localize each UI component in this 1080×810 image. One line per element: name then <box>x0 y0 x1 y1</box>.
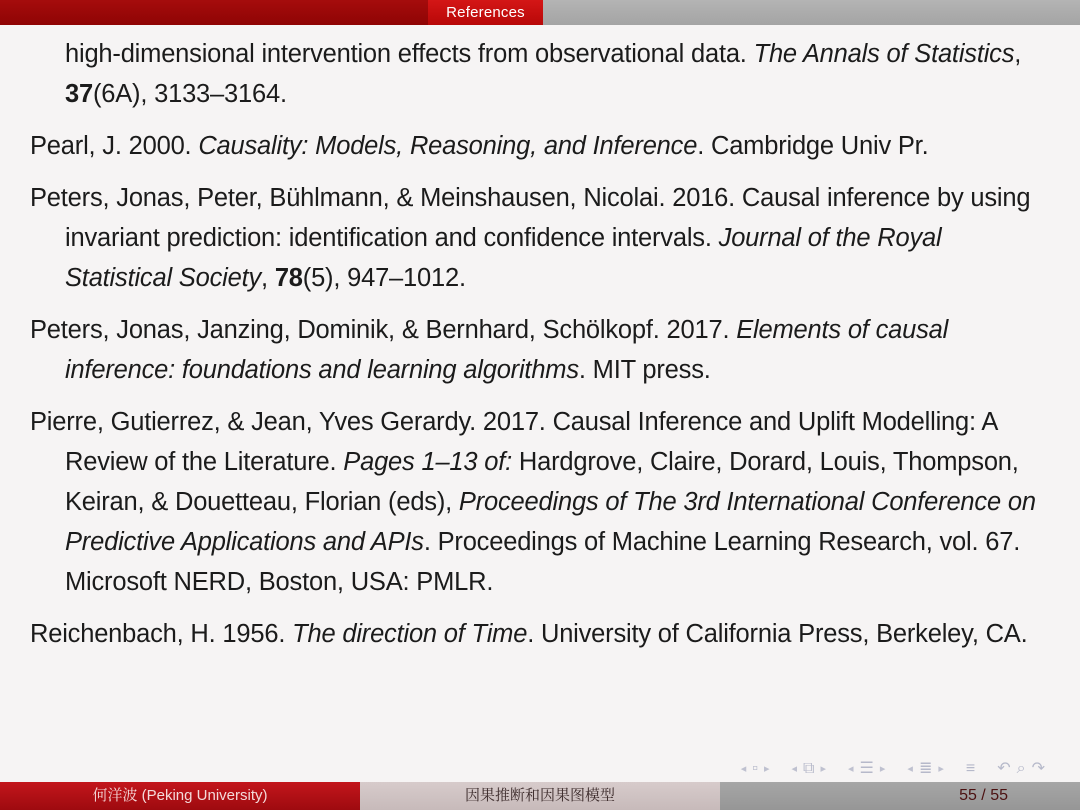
nav-slide-icon[interactable]: ▫ <box>752 760 758 777</box>
references-list <box>0 25 1080 782</box>
nav-symbol-group <box>738 761 773 777</box>
footer-author: 何洋波 (Peking University) <box>0 782 360 810</box>
nav-subsection-next-icon[interactable]: ▸ <box>879 763 886 775</box>
beamer-navigation-symbols <box>722 761 1048 777</box>
reference-text-segment: high-dimensional intervention effects from observational data. <box>65 40 754 68</box>
nav-back-icon[interactable]: ↶ <box>997 760 1011 777</box>
footer-presentation-title: 因果推断和因果图模型 <box>360 782 720 810</box>
reference-entry <box>30 310 1048 390</box>
nav-frame-prev-icon[interactable]: ◂ <box>791 763 798 775</box>
nav-symbol-group <box>963 761 978 777</box>
section-indicator-references[interactable]: References <box>428 0 543 25</box>
reference-text-segment: Pearl, J. 2000. <box>30 132 199 160</box>
nav-slide-next-icon[interactable]: ▸ <box>763 763 770 775</box>
reference-entry <box>30 614 1048 654</box>
nav-frame-next-icon[interactable]: ▸ <box>820 763 826 775</box>
reference-text-segment: Peters, Jonas, Janzing, Dominik, & Bernhard, Schölkopf. 2017. <box>30 316 737 344</box>
topbar-right-fill <box>543 0 1080 25</box>
nav-subsection-icon[interactable]: ☰ <box>859 760 874 777</box>
reference-text-segment: Peters, Jonas, Peter, Bühlmann, & Meinshausen, Nicolai. 2016. Causal inference by using invariant prediction: identification and confidence intervals. <box>30 184 1031 252</box>
reference-text-segment: 78 <box>274 264 303 292</box>
reference-entry <box>30 34 1048 114</box>
reference-text-segment: (6A), 3133–3164. <box>92 80 287 108</box>
reference-text-segment: . Cambridge Univ Pr. <box>697 132 929 160</box>
nav-section-icon[interactable]: ≣ <box>918 760 933 777</box>
reference-entry <box>30 178 1048 298</box>
nav-slide-prev-icon[interactable]: ◂ <box>740 763 747 775</box>
reference-text-segment: . Proceedings of Machine Learning Research, vol. 67. Microsoft NERD, Boston, USA: PMLR. <box>65 528 1021 596</box>
reference-text-segment: . University of California Press, Berkeley, CA. <box>527 620 1028 648</box>
top-navigation-bar <box>0 0 1080 25</box>
reference-text-segment: Proceedings of The 3rd International Conference on Predictive Applications and APIs <box>65 488 1036 556</box>
reference-text-segment: , <box>1014 40 1022 68</box>
reference-text-segment: (5), 947–1012. <box>302 264 466 292</box>
nav-search-icon[interactable]: ⌕ <box>1016 760 1026 777</box>
nav-symbol-group <box>994 761 1048 777</box>
reference-text-segment: , <box>261 264 275 292</box>
reference-text-segment: Hardgrove, Claire, Dorard, Louis, Thompson, Keiran, & Douetteau, Florian (eds), <box>65 448 1019 516</box>
reference-text-segment: Pages 1–13 of: <box>343 448 513 476</box>
reference-text-segment: 37 <box>65 80 93 108</box>
nav-symbol-group <box>789 761 830 777</box>
footer-bar <box>0 782 1080 810</box>
nav-symbol-group <box>904 761 946 777</box>
nav-forward-icon[interactable]: ↷ <box>1031 760 1045 777</box>
reference-entry <box>30 126 1048 166</box>
nav-appendix-icon[interactable]: ≡ <box>965 760 976 777</box>
nav-section-next-icon[interactable]: ▸ <box>938 763 944 775</box>
nav-section-prev-icon[interactable]: ◂ <box>907 763 913 775</box>
nav-subsection-prev-icon[interactable]: ◂ <box>848 763 854 775</box>
reference-entry <box>30 402 1048 602</box>
footer-page-number: 55 / 55 <box>720 782 1080 810</box>
topbar-left-fill <box>0 0 428 25</box>
reference-text-segment: Causality: Models, Reasoning, and Inference <box>198 132 698 160</box>
reference-text-segment: Journal of the Royal Statistical Society <box>65 224 942 292</box>
reference-text-segment: . MIT press. <box>578 356 711 384</box>
nav-symbol-group <box>845 761 888 777</box>
reference-text-segment: The Annals of Statistics <box>753 40 1015 68</box>
reference-text-segment: The direction of Time <box>292 620 528 648</box>
reference-text-segment: Reichenbach, H. 1956. <box>30 620 293 648</box>
reference-text-segment: Elements of causal inference: foundations and learning algorithms <box>65 316 949 384</box>
nav-frame-icon[interactable]: ⧉ <box>803 760 815 777</box>
reference-text-segment: Pierre, Gutierrez, & Jean, Yves Gerardy. 2017. Causal Inference and Uplift Modelling: A Review of the Literature. <box>30 408 997 476</box>
